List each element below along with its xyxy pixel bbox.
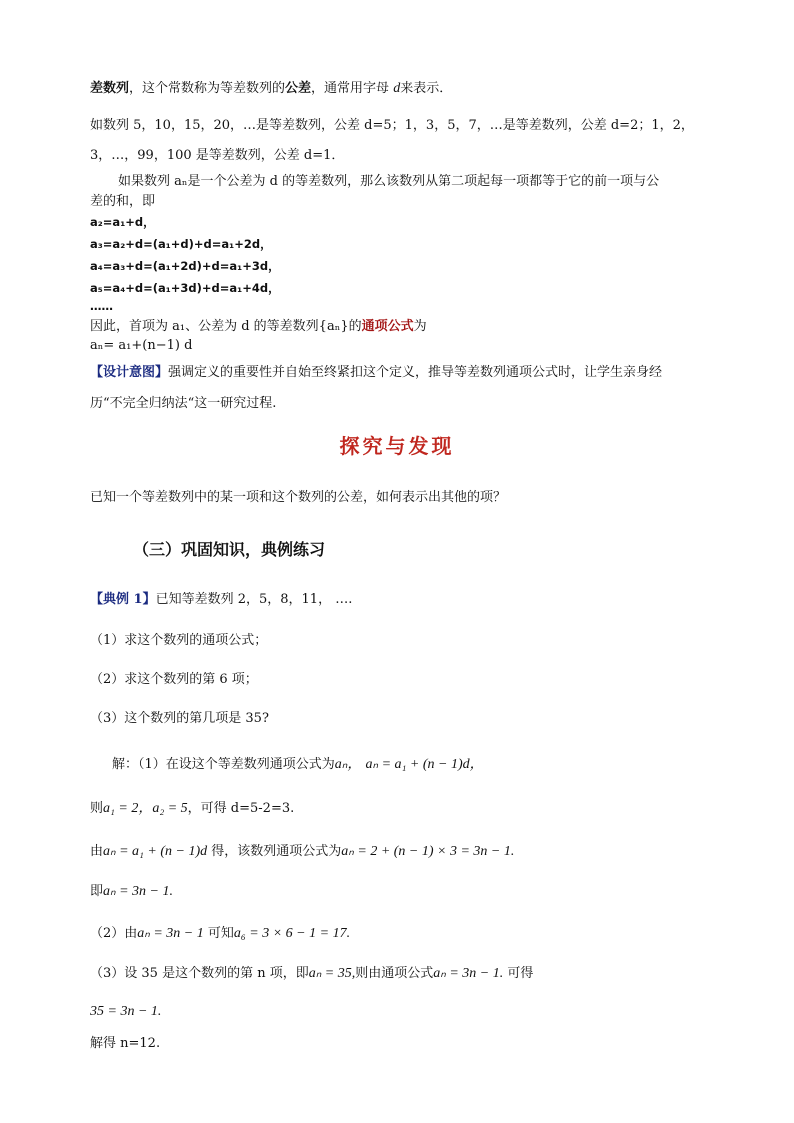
- text-fragment: 即: [90, 884, 104, 899]
- text-fragment: 解：（1）在设这个等差数列通项公式为: [112, 757, 335, 772]
- text-fragment: 为: [413, 319, 427, 334]
- text-line-3: 3，…，99，100 是等差数列，公差 d=1．: [90, 148, 345, 163]
- math-expression: aₙ = 3n − 1.: [103, 884, 173, 899]
- section-heading-3: （三）巩固知识，典例练习: [133, 540, 326, 559]
- text-line-6: [90, 318, 427, 336]
- solution-line-6: [90, 965, 533, 983]
- text-fragment: 来表示．: [400, 81, 453, 96]
- math-expression: aₙ = 35,: [308, 966, 356, 981]
- term-general-formula: 通项公式: [361, 319, 414, 334]
- problem-1: （1）求这个数列的通项公式；: [90, 633, 268, 648]
- text-fragment: ，通常用字母: [311, 81, 390, 96]
- text-fragment: 则: [90, 801, 104, 816]
- term-common-difference: 公差: [285, 81, 312, 96]
- section-heading-explore: 探究与发现: [339, 434, 455, 458]
- equation-a4: a₄=a₃+d=(a₁+2d)+d=a₁+3d，: [90, 259, 280, 273]
- label-design-intent: 【设计意图】: [90, 365, 169, 380]
- text-fragment: 可得: [507, 966, 534, 981]
- text-fragment: 因此，首项为 a₁、公差为 d 的等差数列{aₙ}的: [90, 319, 362, 334]
- text-fragment: ，这个常数称为等差数列的: [129, 81, 286, 96]
- math-expression: aₙ = a₁ + (n − 1)d，: [365, 757, 484, 772]
- equation-a5: a₅=a₄+d=(a₁+3d)+d=a₁+4d，: [90, 281, 280, 295]
- text-fragment: （2）由: [90, 926, 138, 941]
- symbol-d: d: [393, 81, 401, 96]
- text-line-1: [90, 80, 452, 98]
- text-fragment: 则由通项公式: [355, 966, 434, 981]
- text-line-design-intent: [90, 364, 662, 382]
- text-fragment: （3）设 35 是这个数列的第 n 项，即: [90, 966, 309, 981]
- formula-general-term: aₙ= a₁+(n−1) d: [90, 338, 193, 353]
- problem-3: （3）这个数列的第几项是 35?: [90, 711, 269, 726]
- solution-line-7: 35 = 3n − 1.: [90, 1004, 162, 1019]
- text-fragment: 得，该数列通项公式为: [211, 844, 342, 859]
- text-line-9: 历“不完全归纳法“这一研究过程.: [90, 396, 277, 411]
- text-fragment: 可知: [207, 926, 234, 941]
- math-expression: a₆ = 3 × 6 − 1 = 17.: [233, 926, 351, 941]
- text-line-5: 差的和，即: [90, 194, 156, 209]
- solution-line-4: [90, 883, 173, 901]
- equation-a2: a₂=a₁+d，: [90, 215, 155, 229]
- math-expression: aₙ = 3n − 1.: [433, 966, 504, 981]
- term-arithmetic-sequence: 差数列: [90, 81, 130, 96]
- equation-ellipsis: ……: [90, 299, 113, 313]
- equation-a3: a₃=a₂+d=(a₁+d)+d=a₁+2d，: [90, 237, 272, 251]
- math-expression: a₁ = 2，a₂ = 5: [103, 801, 188, 816]
- text-line-4: 如果数列 aₙ是一个公差为 d 的等差数列，那么该数列从第二项起每一项都等于它的前一项与公: [118, 174, 660, 189]
- solution-line-8: 解得 n=12.: [90, 1036, 161, 1051]
- math-expression: aₙ，: [334, 757, 362, 772]
- text-line-2: 如数列 5，10，15，20，…是等差数列，公差 d=5；1，3，5，7，…是等差数列，公差 d=2；1，2，: [90, 118, 694, 133]
- solution-line-1: [112, 756, 484, 774]
- math-expression: aₙ = a₁ + (n − 1)d: [103, 844, 208, 859]
- solution-line-2: [90, 800, 294, 818]
- problem-2: （2）求这个数列的第 6 项；: [90, 672, 258, 687]
- math-expression: aₙ = 2 + (n − 1) × 3 = 3n − 1.: [341, 844, 515, 859]
- text-fragment: 由: [90, 844, 104, 859]
- solution-line-5: [90, 925, 350, 943]
- label-example-1: 【典例 1】: [90, 592, 156, 607]
- text-fragment: ，可得 d=5-2=3.: [187, 801, 295, 816]
- question-text: 已知一个等差数列中的某一项和这个数列的公差，如何表示出其他的项？: [90, 490, 507, 505]
- solution-line-3: [90, 843, 514, 861]
- math-expression: aₙ = 3n − 1: [137, 926, 204, 941]
- example-1-title: [90, 591, 352, 609]
- text-fragment: 强调定义的重要性并自始至终紧扣这个定义，推导等差数列通项公式时，让学生亲身经: [168, 365, 663, 380]
- text-fragment: 已知等差数列 2，5，8，11， ….: [155, 592, 353, 607]
